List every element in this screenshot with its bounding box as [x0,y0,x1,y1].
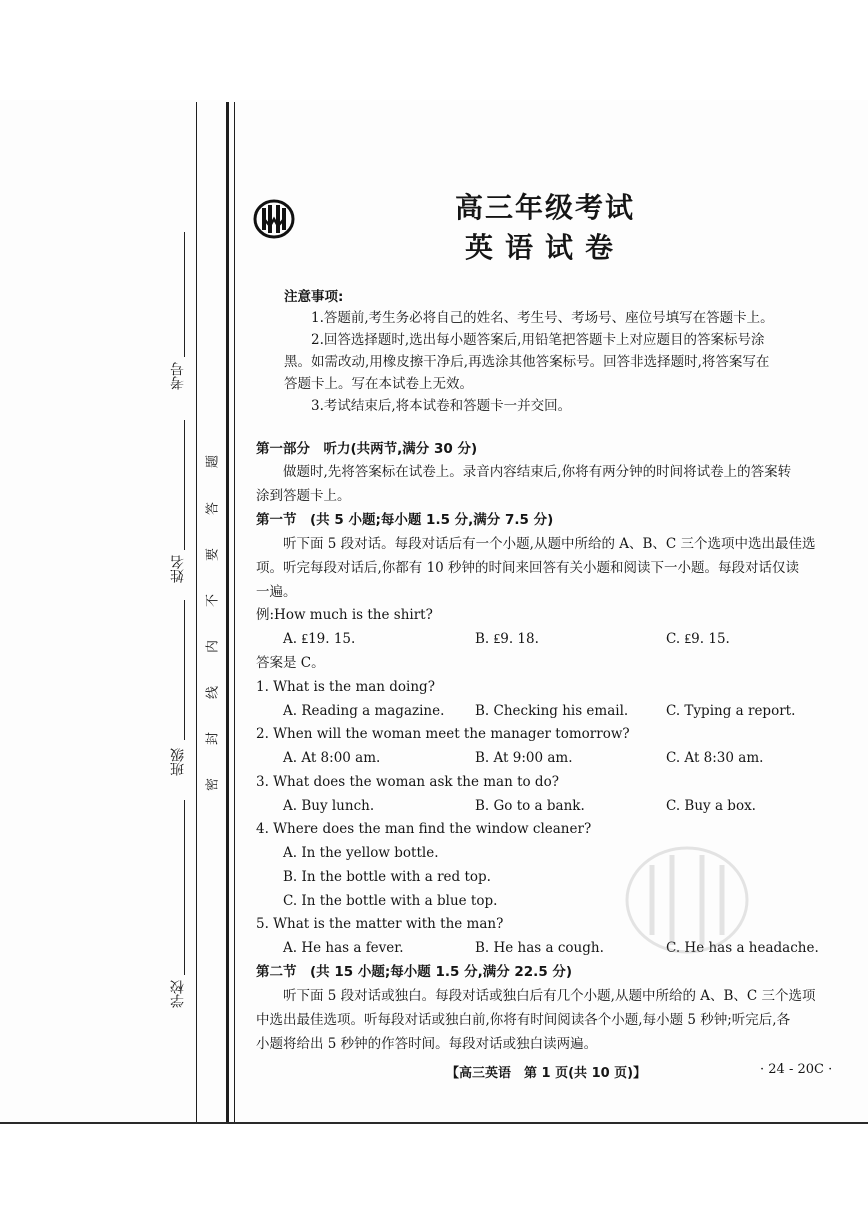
question-5: 5. What is the matter with the man? [256,916,504,932]
q3-option-a: A. Buy lunch. [283,798,375,814]
section1-intro-cont: 一遍。 [256,584,297,600]
part1-heading: 第一部分 听力(共两节,满分 30 分) [256,441,478,457]
q1-option-b: B. Checking his email. [475,703,629,719]
q1-option-c: C. Typing a report. [666,703,796,719]
watermark-logo-icon [612,840,762,960]
exam-number-field[interactable] [162,232,202,402]
q5-option-c: C. He has a headache. [666,940,819,956]
bottom-border [0,1122,868,1124]
class-field[interactable] [162,600,202,780]
q3-option-c: C. Buy a box. [666,798,756,814]
q1-option-a: A. Reading a magazine. [283,703,445,719]
section2-intro: 听下面 5 段对话或独白。每段对话或独白后有几个小题,从题中所给的 A、B、C 三个选项 [283,988,816,1004]
notice-item-2: 2.回答选择题时,选出每小题答案后,用铅笔把答题卡上对应题目的答案标号涂 [311,332,765,348]
footer-code: · 24 - 20C · [760,1062,833,1077]
section2-heading: 第二节 (共 15 小题;每小题 1.5 分,满分 22.5 分) [256,964,573,980]
name-label: 姓名 [170,555,186,583]
footer-page-info: 【高三英语 第 1 页(共 10 页)】 [446,1066,647,1081]
q2-option-a: A. At 8:00 am. [283,750,381,766]
margin-line-inner [234,102,235,1122]
class-underline [184,600,185,740]
example-option-b: B. ₤9. 18. [475,631,539,647]
q5-option-b: B. He has a cough. [475,940,604,956]
seal-char: 密 [205,778,221,792]
question-2: 2. When will the woman meet the manager tomorrow? [256,726,630,742]
question-4: 4. Where does the man find the window cleaner? [256,821,592,837]
q4-option-c: C. In the bottle with a blue top. [283,893,498,909]
notice-item-1: 1.答题前,考生务必将自己的姓名、考生号、考场号、座位号填写在答题卡上。 [311,310,774,326]
q5-option-a: A. He has a fever. [283,940,404,956]
seal-char: 不 [205,594,221,608]
margin-line-thick [226,102,229,1122]
q2-option-b: B. At 9:00 am. [475,750,573,766]
exam-subtitle: 英语试卷 [464,231,625,264]
seal-char: 答 [205,502,221,516]
exam-logo-icon [253,198,295,240]
example-answer: 答案是 C。 [256,655,325,671]
q4-option-a: A. In the yellow bottle. [283,845,439,861]
example-option-c: C. ₤9. 15. [666,631,730,647]
name-underline [184,420,185,550]
section2-intro-cont: 小题将给出 5 秒钟的作答时间。每段对话或独白读两遍。 [256,1036,598,1052]
scan-background [0,0,868,100]
exam-number-label: 考号 [170,362,186,390]
notice-item-2-cont: 黑。如需改动,用橡皮擦干净后,再选涂其他答案标号。回答非选择题时,将答案写在 [284,354,770,370]
seal-char: 题 [205,455,221,469]
seal-char: 要 [205,548,221,562]
section1-intro-cont: 项。听完每段对话后,你都有 10 秒钟的时间来回答有关小题和阅读下一小题。每段对话仅读 [256,560,800,576]
school-label: 学校 [170,980,186,1008]
notice-item-2-cont: 答题卡上。写在本试卷上无效。 [284,376,473,392]
part1-intro: 做题时,先将答案标在试卷上。录音内容结束后,你将有两分钟的时间将试卷上的答案转 [283,464,792,480]
question-3: 3. What does the woman ask the man to do? [256,774,559,790]
seal-char: 线 [205,686,221,700]
school-underline [184,800,185,975]
name-field[interactable] [162,420,202,600]
example-option-a: A. ₤19. 15. [283,631,356,647]
section1-intro: 听下面 5 段对话。每段对话后有一个小题,从题中所给的 A、B、C 三个选项中选出最佳选 [283,536,816,552]
exam-title: 高三年级考试 [454,191,635,224]
part1-intro-cont: 涂到答题卡上。 [256,488,351,504]
example-question: 例:How much is the shirt? [256,607,433,623]
seal-char: 内 [205,640,221,654]
section1-heading: 第一节 (共 5 小题;每小题 1.5 分,满分 7.5 分) [256,512,554,528]
exam-number-underline [184,232,185,357]
section2-intro-cont: 中选出最佳选项。听每段对话或独白前,你将有时间阅读各个小题,每小题 5 秒钟;听完后,各 [256,1012,791,1028]
q4-option-b: B. In the bottle with a red top. [283,869,491,885]
question-1: 1. What is the man doing? [256,679,435,695]
class-label: 班级 [170,748,186,776]
seal-char: 封 [205,732,221,746]
q2-option-c: C. At 8:30 am. [666,750,764,766]
school-field[interactable] [162,800,202,1020]
notice-item-3: 3.考试结束后,将本试卷和答题卡一并交回。 [311,398,572,414]
q3-option-b: B. Go to a bank. [475,798,585,814]
notice-heading: 注意事项: [284,289,344,305]
